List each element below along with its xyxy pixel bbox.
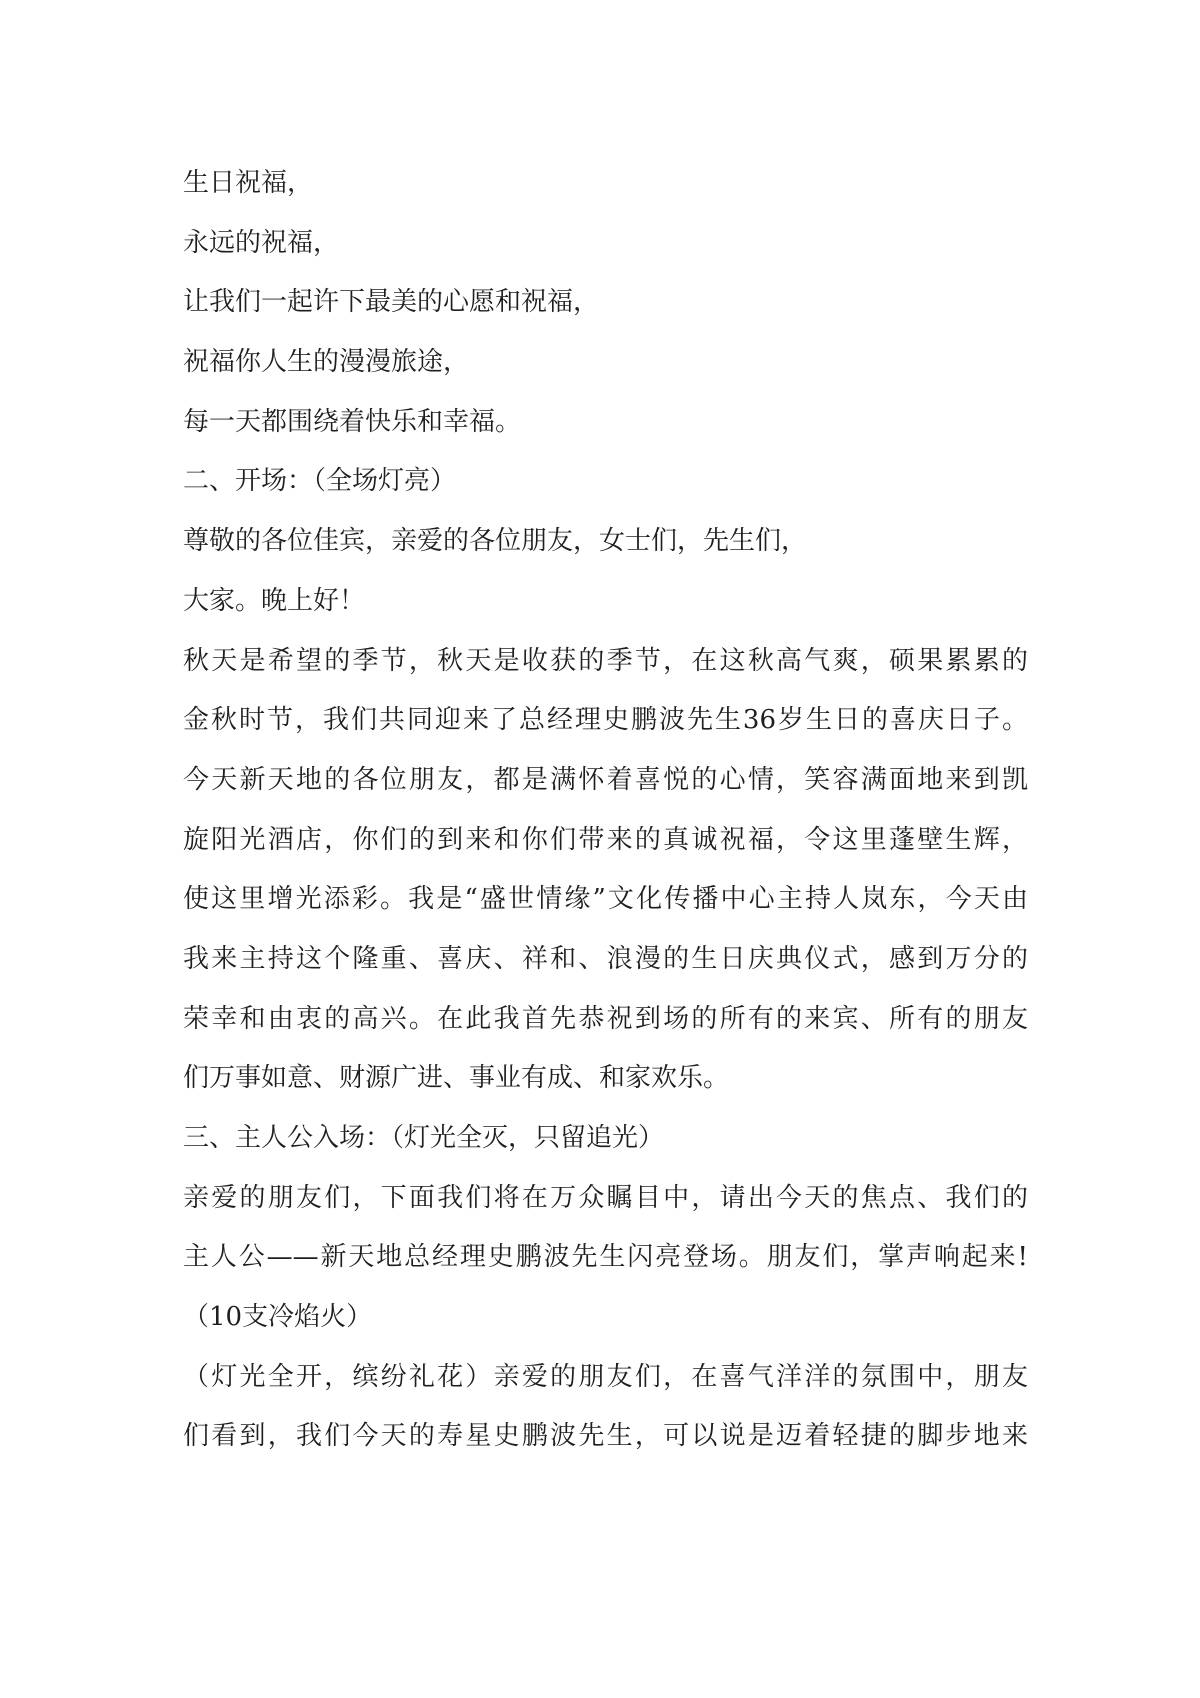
text-line-7: 尊敬的各位佳宾，亲爱的各位朋友，女士们，先生们， xyxy=(183,526,808,557)
document-body xyxy=(183,154,1028,1467)
text-line-2: 永远的祝福， xyxy=(183,227,340,258)
text-line-18: 亲爱的朋友们，下面我们将在万众瞩目中，请出今天的焦点、我们的 xyxy=(183,1182,1028,1213)
text-line-14: 我来主持这个隆重、喜庆、祥和、浪漫的生日庆典仪式，感到万分的 xyxy=(183,943,1028,974)
text-line-21: （灯光全开，缤纷礼花）亲爱的朋友们，在喜气洋洋的氛围中，朋友 xyxy=(183,1361,1028,1392)
section-heading-host-entrance: 三、主人公入场：（灯光全灭，只留追光） xyxy=(183,1123,665,1153)
text-line-10: 金秋时节，我们共同迎来了总经理史鹏波先生36岁生日的喜庆日子。 xyxy=(183,705,1028,736)
text-line-4: 祝福你人生的漫漫旅途， xyxy=(183,347,470,378)
text-line-12: 旋阳光酒店，你们的到来和你们带来的真诚祝福，令这里蓬壁生辉， xyxy=(183,824,1028,855)
text-line-3: 让我们一起许下最美的心愿和祝福， xyxy=(183,287,600,318)
text-line-5: 每一天都围绕着快乐和幸福。 xyxy=(183,406,522,437)
text-line-22: 们看到，我们今天的寿星史鹏波先生，可以说是迈着轻捷的脚步地来 xyxy=(183,1421,1028,1452)
text-line-1: 生日祝福， xyxy=(183,168,314,198)
text-line-19: 主人公——新天地总经理史鹏波先生闪亮登场。朋友们，掌声响起来! xyxy=(183,1242,1028,1273)
text-line-13: 使这里增光添彩。我是“盛世情缘”文化传播中心主持人岚东，今天由 xyxy=(183,884,1028,915)
text-line-8: 大家。晚上好！ xyxy=(183,585,366,616)
text-line-9: 秋天是希望的季节，秋天是收获的季节，在这秋高气爽，硕果累累的 xyxy=(183,645,1028,676)
text-line-16: 们万事如意、财源广进、事业有成、和家欢乐。 xyxy=(183,1063,730,1094)
text-line-20: （10支冷焰火） xyxy=(183,1302,373,1333)
text-line-15: 荣幸和由衷的高兴。在此我首先恭祝到场的所有的来宾、所有的朋友 xyxy=(183,1003,1028,1034)
section-heading-opening: 二、开场：（全场灯亮） xyxy=(183,466,457,497)
text-line-11: 今天新天地的各位朋友，都是满怀着喜悦的心情，笑容满面地来到凯 xyxy=(183,764,1028,795)
